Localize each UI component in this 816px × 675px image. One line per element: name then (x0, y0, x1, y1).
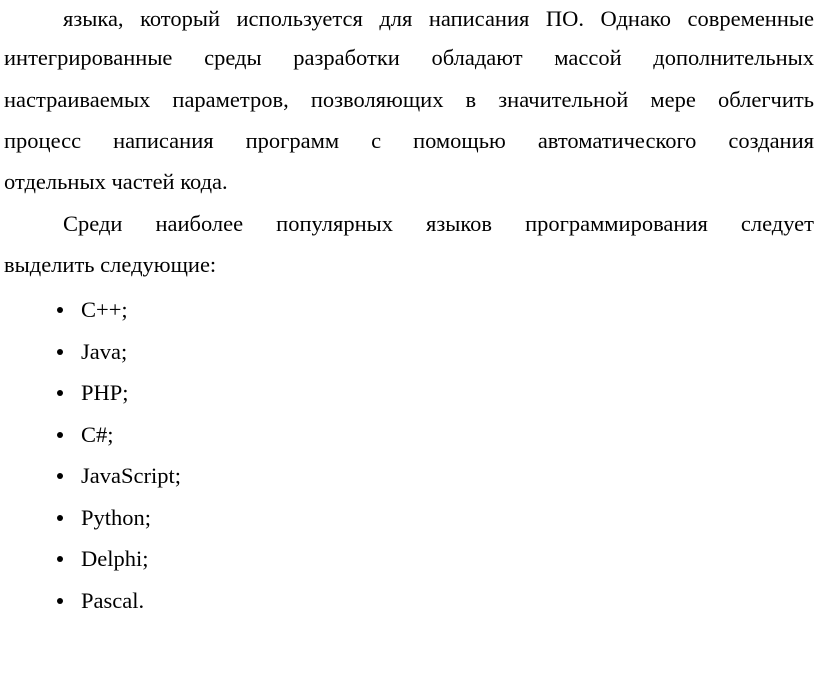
paragraph2-line-2: выделить следующие: (4, 252, 217, 277)
list-item-text: JavaScript; (81, 463, 181, 488)
paragraph1-line-4: процесс написания программ с помощью автоматического создания (4, 128, 814, 153)
list-item-text: PHP; (81, 380, 129, 405)
list-item (57, 296, 128, 324)
paragraph1-line-1: языка, который используется для написания ПО. Однако современные (63, 6, 814, 31)
list-item (57, 462, 181, 490)
list-item (57, 545, 149, 573)
list-item (57, 379, 129, 407)
bullet-icon (57, 307, 63, 313)
list-item (57, 421, 114, 449)
list-item-text: C++; (81, 297, 128, 322)
list-item-text: Delphi; (81, 546, 149, 571)
bullet-icon (57, 598, 63, 604)
bullet-icon (57, 473, 63, 479)
list-item (57, 587, 144, 615)
bullet-icon (57, 432, 63, 438)
paragraph1-line-5: отдельных частей кода. (4, 169, 228, 194)
paragraph1-line-3: настраиваемых параметров, позволяющих в значительной мере облегчить (4, 87, 814, 112)
bullet-icon (57, 556, 63, 562)
list-item-text: Python; (81, 505, 152, 530)
bullet-icon (57, 349, 63, 355)
list-item (57, 338, 127, 366)
list-item (57, 504, 151, 532)
list-item-text: Java; (81, 339, 128, 364)
bullet-icon (57, 515, 63, 521)
list-item-text: C#; (81, 422, 114, 447)
list-item-text: Pascal. (81, 588, 145, 613)
paragraph1-line-2: интегрированные среды разработки обладают массой дополнительных (4, 45, 814, 70)
bullet-icon (57, 390, 63, 396)
paragraph2-line-1: Среди наиболее популярных языков программирования следует (63, 211, 814, 236)
